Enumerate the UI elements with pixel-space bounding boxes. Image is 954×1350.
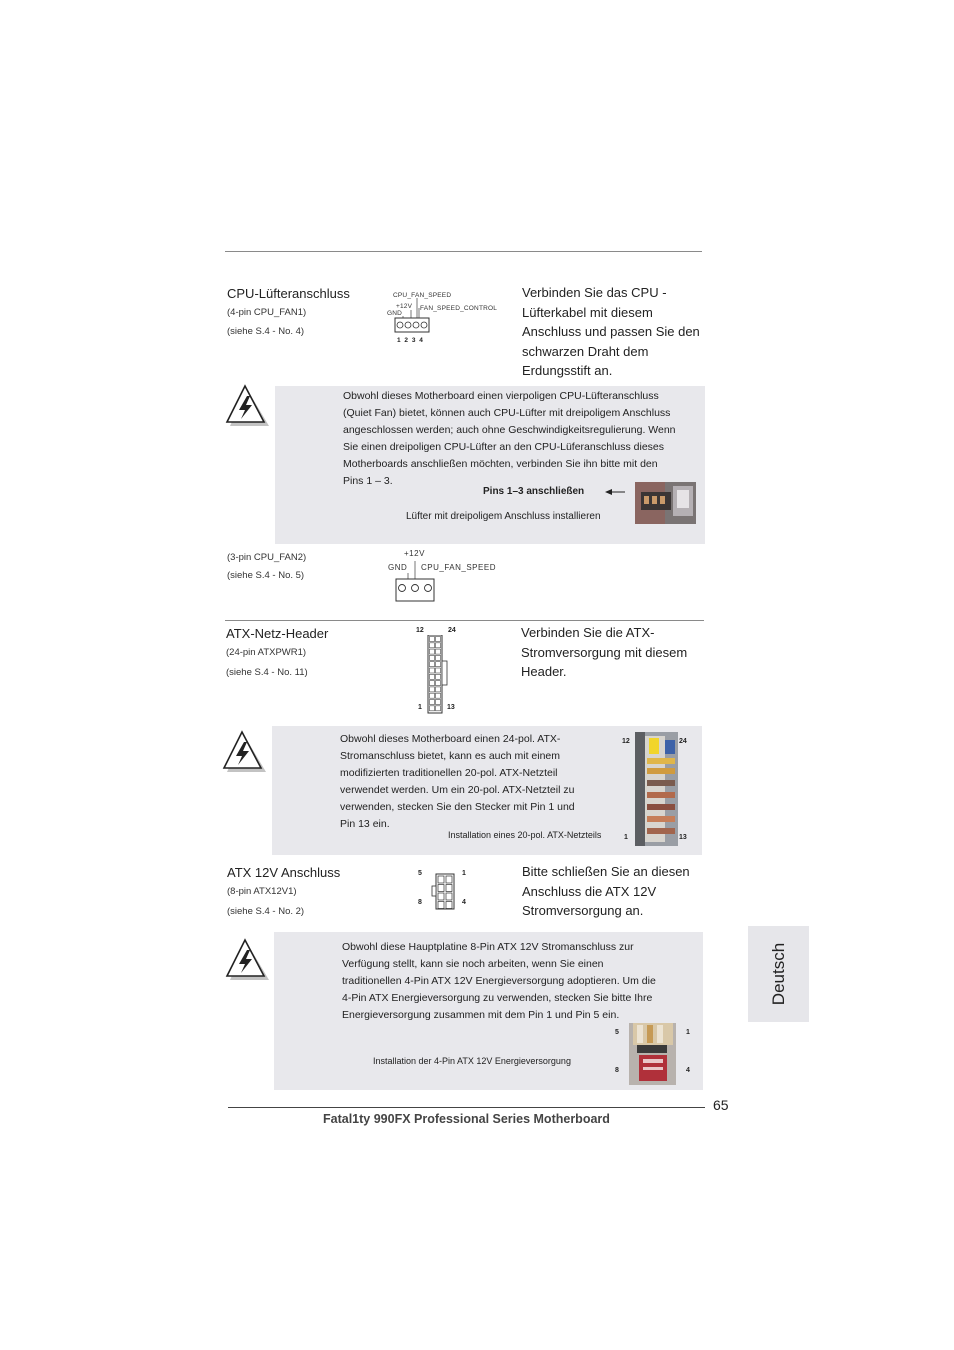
connector-pin	[430, 681, 435, 686]
diagram-12v-label: +12V	[396, 303, 413, 310]
connector-pin	[430, 674, 435, 679]
connector-pin	[436, 637, 441, 642]
diagram-pin-numbers: 1 2 3 4	[397, 337, 424, 344]
atx-description	[521, 623, 706, 682]
connector-pin	[430, 662, 435, 667]
note-line: traditionellen 4-Pin ATX 12V Energieversorgung adoptieren. Um die	[342, 975, 656, 987]
diagram-label-br: 4	[462, 899, 466, 906]
connector-pin	[430, 649, 435, 654]
atx-title: ATX-Netz-Header	[226, 626, 329, 641]
note-line: Stromanschluss bietet, kann es auch mit einem	[340, 750, 561, 762]
diagram-label-bl: 1	[418, 704, 422, 711]
atx-pin: (24-pin ATXPWR1)	[226, 647, 307, 658]
connector-pin	[430, 643, 435, 648]
diagram-label-bl: 8	[418, 899, 422, 906]
diagram-gnd-label: GND	[388, 563, 408, 572]
cpu-fan-note-text	[343, 388, 705, 490]
language-tab	[748, 926, 809, 1022]
photo-label-br: 13	[679, 834, 687, 841]
warning-icon	[225, 383, 271, 429]
connector-pin	[430, 655, 435, 660]
note-line: Motherboards anschließen möchten, verbinden Sie ihn bitte mit den	[343, 458, 658, 470]
atx-caption: Installation eines 20-pol. ATX-Netzteils	[448, 830, 602, 840]
atx-install-photo	[635, 732, 678, 846]
connector-pin	[430, 668, 435, 673]
atx12v-install-photo	[629, 1023, 676, 1085]
connector-pin	[436, 693, 441, 698]
diagram-label-tr: 1	[462, 870, 466, 877]
fan-install-photo	[635, 482, 696, 524]
connector-pin	[436, 662, 441, 667]
atx12v-description	[522, 862, 707, 921]
cpu-fan2-connector-icon	[386, 547, 506, 605]
photo-label-tr: 1	[686, 1029, 690, 1036]
note-line: 4-Pin ATX Energieversorgung zu verwenden, stecken Sie bitte Ihre	[342, 992, 653, 1004]
desc-line: Anschluss und passen Sie den	[522, 324, 700, 339]
diagram-label-tl: 12	[416, 627, 424, 634]
desc-line: Header.	[521, 664, 567, 679]
desc-line: Stromversorgung mit diesem	[521, 644, 688, 660]
cpu-fan2-diagram	[386, 547, 506, 605]
note-line: modifizierten traditionellen 20-pol. ATX-Netzteil	[340, 767, 558, 779]
diagram-label-tr: 24	[448, 627, 456, 634]
connector-latch	[442, 661, 447, 685]
language-tab-label: Deutsch	[768, 942, 788, 1006]
note-line: Verfügung stellt, kann sie noch arbeiten, wenn Sie einen	[342, 958, 604, 970]
footer-rule	[228, 1107, 705, 1108]
connector-pin	[436, 668, 441, 673]
page-number: 65	[713, 1097, 729, 1113]
desc-line: Bitte schließen Sie an diesen	[522, 864, 690, 879]
atx12v-diagram	[414, 866, 474, 914]
note-line: Pins 1 – 3.	[343, 475, 393, 487]
diagram-12v-label: +12V	[404, 549, 425, 558]
diagram-label-tl: 5	[418, 870, 422, 877]
atx12v-ref: (siehe S.4 - No. 2)	[227, 906, 305, 917]
connector-pin	[436, 706, 441, 711]
note-line: Obwohl diese Hauptplatine 8-Pin ATX 12V Stromanschluss zur	[342, 941, 634, 953]
atx-24pin-diagram	[410, 625, 470, 715]
photo-label-bl: 8	[615, 1067, 619, 1074]
connector-pin	[430, 687, 435, 692]
photo-label-bl: 1	[624, 834, 628, 841]
cpu-fan-pin: (4-pin CPU_FAN1)	[227, 307, 307, 318]
warning-icon	[222, 729, 268, 775]
atx-note-text	[340, 731, 610, 833]
section-rule	[225, 620, 704, 621]
atx12v-connector-icon	[430, 872, 460, 912]
cpu-fan-description	[522, 283, 707, 381]
connector-pin	[430, 637, 435, 642]
cpu-fan-title: CPU-Lüfteranschluss	[227, 286, 350, 301]
note-line: Obwohl dieses Motherboard einen 24-pol. ATX-	[340, 733, 561, 745]
cpu-fan-caption: Lüfter mit dreipoligem Anschluss installieren	[406, 511, 601, 522]
note-line: verwendet werden. Um ein 20-pol. ATX-Netzteil zu	[340, 784, 575, 796]
note-line: Energieversorgung zusammen mit dem Pin 1 und Pin 5 ein.	[342, 1009, 620, 1021]
diagram-speed-label: CPU_FAN_SPEED	[393, 292, 452, 299]
connector-pin	[436, 655, 441, 660]
connector-pin	[430, 706, 435, 711]
photo-label-tl: 5	[615, 1029, 619, 1036]
connector-pin	[436, 643, 441, 648]
atx12v-caption: Installation der 4-Pin ATX 12V Energieversorgung	[373, 1056, 571, 1066]
connector-pin	[436, 649, 441, 654]
note-line: (Quiet Fan) bietet, können auch CPU-Lüfter mit dreipoligem Anschluss	[343, 407, 671, 419]
pins-connect-label: Pins 1–3 anschließen	[483, 486, 585, 497]
atx12v-pin: (8-pin ATX12V1)	[227, 886, 297, 897]
connector-pin	[436, 700, 441, 705]
top-rule	[225, 251, 702, 252]
cpu-fan-ref: (siehe S.4 - No. 4)	[227, 326, 305, 337]
cpu-fan1-diagram	[385, 290, 505, 350]
diagram-gnd-label: GND	[387, 310, 403, 317]
photo-label-tr: 24	[679, 738, 687, 745]
note-line: Obwohl dieses Motherboard einen vierpoligen CPU-Lüfteranschluss	[343, 390, 659, 402]
note-line: Pin 13 ein.	[340, 818, 390, 830]
connector-pin	[436, 681, 441, 686]
cpu-fan2-ref: (siehe S.4 - No. 5)	[227, 570, 305, 581]
note-line: Sie einen dreipoligen CPU-Lüfter an den CPU-Lüferanschluss dieses	[343, 441, 665, 453]
desc-line: Anschluss die ATX 12V	[522, 883, 657, 899]
cpu-fan2-pin: (3-pin CPU_FAN2)	[227, 552, 307, 563]
connector-pin	[430, 700, 435, 705]
footer-product: Fatal1ty 990FX Professional Series Motherboard	[323, 1112, 610, 1126]
connector-pin	[436, 674, 441, 679]
desc-line: Verbinden Sie das CPU -	[522, 285, 667, 300]
diagram-speed-label: CPU_FAN_SPEED	[421, 563, 496, 572]
diagram-control-label: FAN_SPEED_CONTROL	[420, 305, 498, 312]
desc-line: schwarzen Draht dem	[522, 343, 649, 359]
note-line: angeschlossen werden; auch ohne Geschwindigkeitsregulierung. Wenn	[343, 424, 676, 436]
atx-ref: (siehe S.4 - No. 11)	[226, 667, 308, 678]
note-line: verwenden, stecken Sie den Stecker mit Pin 1 und	[340, 801, 575, 813]
warning-icon	[225, 937, 271, 983]
connector-pin	[436, 687, 441, 692]
photo-label-br: 4	[686, 1067, 690, 1074]
arrow-left-icon	[604, 487, 626, 497]
desc-line: Verbinden Sie die ATX-	[521, 625, 655, 640]
atx12v-note-text	[342, 939, 702, 1024]
atx12v-title: ATX 12V Anschluss	[227, 865, 341, 880]
desc-line: Stromversorgung an.	[522, 903, 644, 918]
desc-line: Lüfterkabel mit diesem	[522, 304, 653, 320]
diagram-label-br: 13	[447, 704, 455, 711]
photo-label-tl: 12	[622, 738, 630, 745]
atx24-connector-icon	[426, 635, 454, 715]
connector-pin	[430, 693, 435, 698]
desc-line: Erdungsstift an.	[522, 363, 613, 378]
